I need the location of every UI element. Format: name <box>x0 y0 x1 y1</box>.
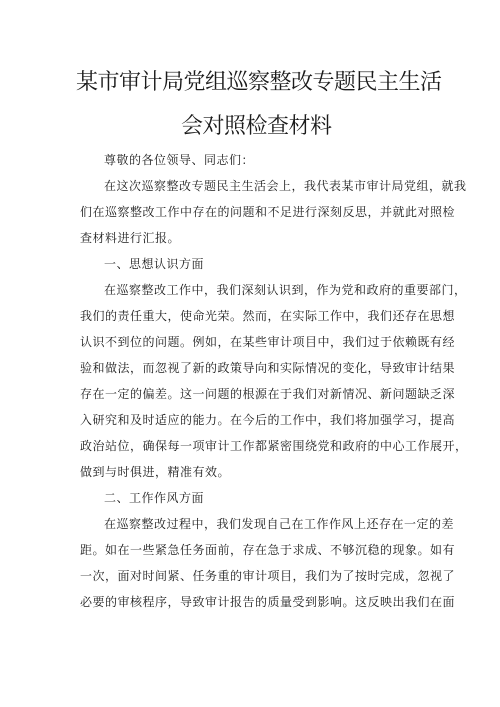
salutation: 尊敬的各位领导、同志们： <box>104 153 255 167</box>
paragraph-line: 认识不到位的问题。例如，在某些审计项目中，我们过于依赖既有经 <box>80 335 456 349</box>
section-heading-2: 二、工作作风方面 <box>104 491 205 505</box>
document-title-line-2: 会对照检查材料 <box>181 114 332 139</box>
paragraph-line: 在巡察整改过程中，我们发现自己在工作作风上还存在一定的差 <box>104 517 455 531</box>
document-body <box>80 147 468 615</box>
paragraph-line: 们在巡察整改工作中存在的问题和不足进行深刻反思，并就此对照检 <box>80 205 456 219</box>
paragraph-line: 一次，面对时间紧、任务重的审计项目，我们为了按时完成，忽视了 <box>80 569 456 583</box>
paragraph-line: 查材料进行汇报。 <box>80 231 181 245</box>
document-title-line-1: 某市审计局党组巡察整改专题民主生活 <box>76 70 442 95</box>
paragraph-line: 政治站位，确保每一项审计工作都紧密围绕党和政府的中心工作展开， <box>80 439 468 453</box>
paragraph-line: 我们的责任重大，使命光荣。然而，在实际工作中，我们还存在思想 <box>80 309 456 323</box>
paragraph-line: 存在一定的偏差。这一问题的根源在于我们对新情况、新问题缺乏深 <box>80 387 456 401</box>
paragraph-line: 在这次巡察整改专题民主生活会上，我代表某市审计局党组，就我 <box>104 179 467 193</box>
paragraph-line: 在巡察整改工作中，我们深刻认识到，作为党和政府的重要部门， <box>104 283 467 297</box>
section-heading-1: 一、思想认识方面 <box>104 257 205 271</box>
paragraph-line: 必要的审核程序，导致审计报告的质量受到影响。这反映出我们在面 <box>80 595 456 609</box>
paragraph-line: 入研究和及时适应的能力。在今后的工作中，我们将加强学习，提高 <box>80 413 456 427</box>
paragraph-line: 验和做法，而忽视了新的政策导向和实际情况的变化，导致审计结果 <box>80 361 456 375</box>
paragraph-line: 做到与时俱进，精准有效。 <box>80 465 231 479</box>
paragraph-line: 距。如在一些紧急任务面前，存在急于求成、不够沉稳的现象。如有 <box>80 543 456 557</box>
